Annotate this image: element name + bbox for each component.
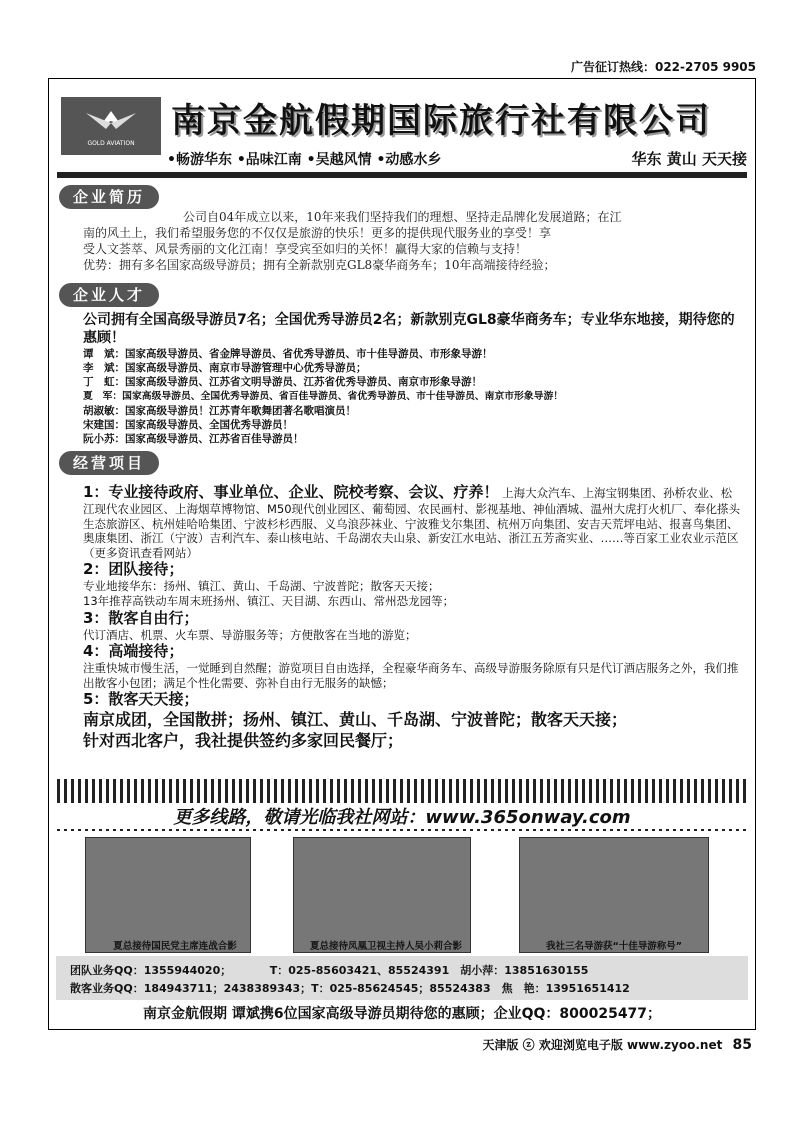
business-heading: 1：专业接待政府、事业单位、企业、院校考察、会议、疗养！ bbox=[83, 483, 499, 501]
guide-item: 李 斌：国家高级导游员、南京市导游管理中心优秀导游员； bbox=[83, 362, 367, 375]
business-heading: 5：散客天天接； bbox=[83, 690, 199, 709]
page-footer bbox=[482, 1036, 752, 1053]
contact-box bbox=[56, 956, 748, 1000]
contact-row: 散客业务QQ：184943711；2438389343；T：025-85624545；85524383 焦 艳：13951651412 bbox=[70, 982, 630, 995]
ad-hotline: 广告征订热线：022-2705 9905 bbox=[570, 60, 756, 74]
photo-wuxiaoli bbox=[293, 837, 471, 953]
business-bold: 针对西北客户，我社提供签约多家回民餐厅； bbox=[83, 731, 404, 751]
business-text: 上海大众汽车、上海宝钢集团、孙桥农业、松江现代农业园区、上海烟草博物馆、M50现代创业园区、葡萄园、农民画村、影视基地、神仙酒城、温州大虎打火机厂、奉化搽头生态旅游区、杭州娃哈哈集团、宁波杉杉西服、义乌浪莎袜业、宁波雅戈尔集团、杭州万向集团、安吉天荒坪电站、报喜鸟集团、奥康集团、浙江（宁波）吉利汽车、泰山核电站、千岛湖农夫山泉、新安江水电站、浙江五芳斋实业、……等百家工业农业示范区（更多资讯查看网站） bbox=[83, 486, 741, 560]
guide-item: 谭 斌：国家高级导游员、省金牌导游员、省优秀导游员、市十佳导游员、市形象导游！ bbox=[83, 348, 493, 360]
guide-item: 胡淑敏：国家高级导游员！江苏青年歌舞团著名歌唱演员！ bbox=[83, 404, 356, 417]
company-title: 南京金航假期国际旅行社有限公司 bbox=[171, 101, 711, 141]
guide-item: 宋建国：国家高级导游员、全国优秀导游员！ bbox=[83, 419, 293, 432]
bird-logo-icon bbox=[76, 103, 146, 149]
header-rule bbox=[57, 172, 747, 178]
profile-text bbox=[83, 209, 733, 273]
photo-guides bbox=[519, 837, 709, 953]
guide-item: 阮小苏：国家高级导游员、江苏省百佳导游员！ bbox=[83, 433, 304, 446]
photo-caption: 夏总接待国民党主席连战合影 bbox=[113, 941, 237, 952]
slogan-right: 华东 黄山 天天接 bbox=[631, 150, 747, 168]
business-text: 注重快城市慢生活，一觉睡到自然醒；游览项目自由选择，全程豪华商务车、高级导游服务除原有只是代订酒店服务之外，我们推出散客小包团；满足个性化需要、弥补自由行无服务的缺憾； bbox=[83, 661, 739, 690]
profile-line: 受人文荟萃、风景秀丽的文化江南！享受宾至如归的关怀！赢得大家的信赖与支持！ bbox=[83, 242, 528, 256]
photo-caption: 夏总接待凤凰卫视主持人吴小莉合影 bbox=[309, 941, 462, 952]
business-heading: 2：团队接待； bbox=[83, 560, 184, 579]
section-talent-label: 企业人才 bbox=[59, 283, 159, 307]
photo-caption: 我社三名导游获“十佳导游称号” bbox=[546, 941, 682, 952]
bottom-slogan: 南京金航假期 谭斌携6位国家高级导游员期待您的惠顾；企业QQ：800025477； bbox=[142, 1006, 662, 1022]
guide-item: 夏 军：国家高级导游员、全国优秀导游员、省百佳导游员、省优秀导游员、市十佳导游员、南京市形象导游！ bbox=[83, 390, 564, 402]
slogans: •畅游华东 •品味江南 •吴越风情 •动感水乡 bbox=[167, 152, 442, 168]
footer-text: 天津版 ⓩ 欢迎浏览电子版 www.zyoo.net bbox=[482, 1038, 723, 1052]
business-text: 专业地接华东：扬州、镇江、黄山、千岛湖、宁波普陀；散客天天接； bbox=[83, 579, 440, 594]
talent-headline: 公司拥有全国高级导游员7名；全国优秀导游员2名；新款别克GL8豪华商务车；专业华东地接，期待您的惠顾！ bbox=[83, 312, 735, 346]
logo-text: GOLD AVIATION bbox=[87, 140, 135, 147]
contact-row: 团队业务QQ：1355944020； T：025-85603421、85524391 胡小萍：13851630155 bbox=[70, 964, 589, 977]
profile-line: 公司自04年成立以来，10年来我们坚持我们的理想、坚持走品牌化发展道路；在江 bbox=[183, 210, 622, 224]
business-bold: 南京成团，全国散拼；扬州、镇江、黄山、千岛湖、宁波普陀；散客天天接； bbox=[83, 710, 628, 730]
page-number: 85 bbox=[732, 1037, 752, 1053]
ad-frame bbox=[48, 78, 756, 1030]
business-text: 13年推荐高铁动车周末班扬州、镇江、天目湖、东西山、常州恐龙园等； bbox=[83, 593, 455, 608]
guide-item: 丁 虹：国家高级导游员、江苏省文明导游员、江苏省优秀导游员、南京市形象导游！ bbox=[83, 376, 482, 389]
section-profile-label: 企业简历 bbox=[59, 185, 159, 209]
photo-lianzhan bbox=[85, 837, 251, 953]
website-banner bbox=[57, 779, 747, 831]
guide-list bbox=[83, 347, 753, 446]
section-business-label: 经营项目 bbox=[59, 451, 159, 475]
business-heading: 3：散客自由行； bbox=[83, 608, 199, 627]
profile-line: 优势：拥有多名国家高级导游员；拥有全新款别克GL8豪华商务车；10年高端接待经验； bbox=[83, 258, 556, 272]
profile-line: 南的风土上，我们希望服务您的不仅仅是旅游的快乐！更多的提供现代服务业的享受！享 bbox=[83, 226, 552, 240]
business-list bbox=[83, 483, 743, 751]
website-link[interactable]: 更多线路，敬请光临我社网站：www.365onway.com bbox=[57, 803, 747, 829]
company-logo bbox=[61, 97, 161, 155]
business-heading: 4：高端接待； bbox=[83, 642, 184, 661]
business-text: 代订酒店、机票、火车票、导游服务等；方便散客在当地的游览； bbox=[83, 627, 417, 642]
